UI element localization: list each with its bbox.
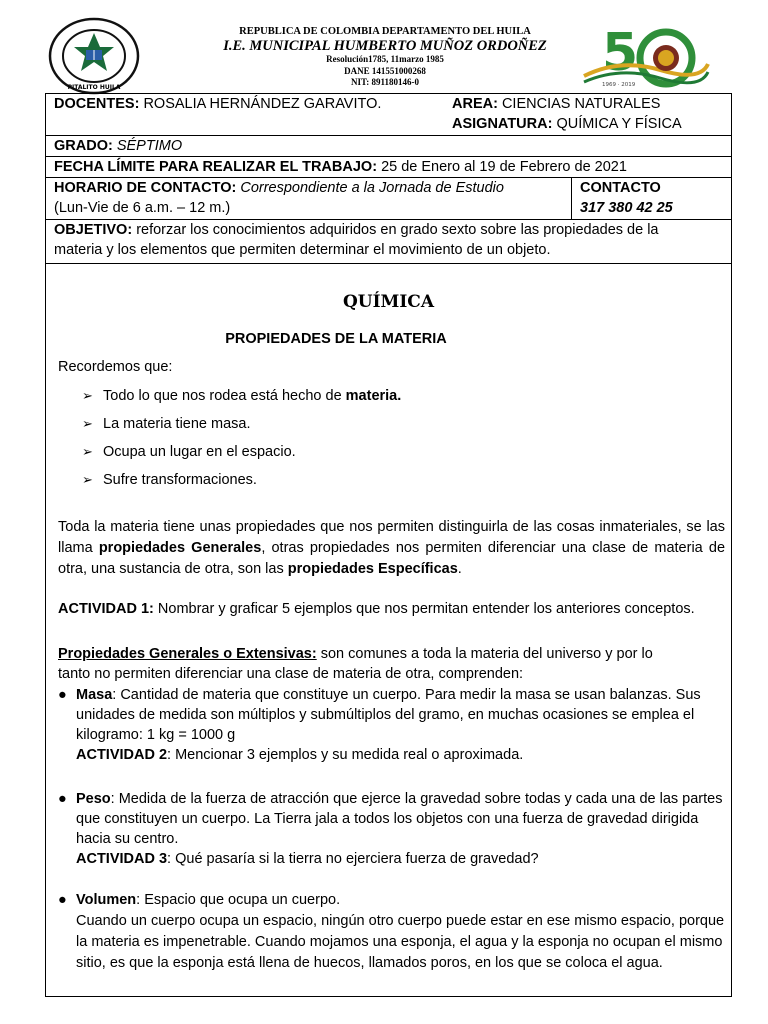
bullet-dot-icon: ● — [58, 687, 67, 703]
grade-label: GRADO: — [54, 138, 113, 154]
header-line1: REPUBLICA DE COLOMBIA DEPARTAMENTO DEL HUILA — [239, 26, 531, 37]
area-field — [452, 94, 660, 115]
subject-value: QUÍMICA Y FÍSICA — [556, 116, 682, 132]
subject-label: ASIGNATURA: — [452, 116, 553, 132]
list-item: ➢ Ocupa un lugar en el espacio. — [82, 441, 296, 463]
dane-code: DANE 141551000268 — [344, 65, 426, 76]
activity-1-label: ACTIVIDAD 1: — [58, 601, 154, 617]
area-value: CIENCIAS NATURALES — [501, 96, 661, 112]
activity-2-label: ACTIVIDAD 2 — [76, 747, 168, 763]
section-title: QUÍMICA — [342, 292, 435, 312]
schedule-hours: (Lun-Vie de 6 a.m. – 12 m.) — [54, 200, 231, 216]
grade-field — [54, 136, 182, 157]
deadline-label: FECHA LÍMITE PARA REALIZAR EL TRABAJO: — [54, 159, 378, 175]
objective-row — [46, 220, 731, 264]
worksheet-frame — [45, 93, 732, 997]
objective-label: OBJETIVO: — [54, 222, 133, 238]
years-label: 1969 · 2019 — [602, 82, 636, 88]
list-item: ➢ La materia tiene masa. — [82, 413, 251, 435]
area-label: AREA: — [452, 96, 498, 112]
deadline-value: 25 de Enero al 19 de Febrero de 2021 — [381, 159, 627, 175]
contact-label: CONTACTO — [580, 180, 661, 196]
schedule-value: Correspondiente a la Jornada de Estudio — [240, 180, 504, 196]
header-text-block — [160, 25, 610, 89]
arrow-bullet-icon: ➢ — [82, 388, 93, 403]
list-item: ➢ Todo lo que nos rodea está hecho de materia. — [82, 385, 401, 407]
teacher-field — [54, 94, 381, 115]
arrow-bullet-icon: ➢ — [82, 444, 93, 459]
teacher-value: ROSALIA HERNÁNDEZ GARAVITO. — [143, 96, 382, 112]
bullet-dot-icon: ● — [58, 791, 67, 807]
nit-code: NIT: 891180146-0 — [350, 77, 420, 87]
school-seal-logo — [48, 17, 140, 95]
teacher-label: DOCENTES: — [54, 96, 140, 112]
property-peso: ● Peso: Medida de la fuerza de atracción que ejerce la gravedad sobre todas y cada una de las partes que constituyen un cuerpo. La Tierra jala a todos los objetos con una fuerza de gravedad dirigida hacia su centro. ACTIVIDAD 3: Qué pasaría si la tierra no ejerciera fuerza de gravedad? — [58, 791, 723, 867]
extensive-properties-intro: Propiedades Generales o Extensivas: son comunes a toda la materia del universo y por lo tanto no permiten diferenciar una clase de materia de otra, comprenden: — [58, 646, 653, 682]
resolution: Resolución1785, 11marzo 1985 — [326, 54, 444, 64]
deadline-field — [54, 157, 627, 178]
intro-text: Recordemos que: — [58, 359, 173, 375]
bullet-dot-icon: ● — [58, 892, 67, 908]
arrow-bullet-icon: ➢ — [82, 472, 93, 487]
general-properties-paragraph: Toda la materia tiene unas propiedades que nos permiten distinguirla de las cosas inmateriales, se las llama propiedades Generales, otras propiedades nos permiten diferenciar una clase de materia de otra, una sustancia de otra, son las propiedades Específicas. — [58, 519, 726, 577]
objective-line2: materia y los elementos que permiten determinar el movimiento de un objeto. — [54, 242, 551, 258]
schedule-label: HORARIO DE CONTACTO: — [54, 180, 237, 196]
svg-text:PITALITO HUILA: PITALITO HUILA — [67, 84, 121, 91]
grade-value: SÉPTIMO — [116, 138, 183, 154]
document-header — [0, 0, 768, 95]
property-volumen: ● Volumen: Espacio que ocupa un cuerpo. Cuando un cuerpo ocupa un espacio, ningún otro cuerpo puede estar en ese mismo espacio, porque la materia es impenetrable. Cuando mojamos una esponja, el agua y la esponja no ocupan el mismo sitio, es que la esponja está llena de huecos, llamados poros, en los que se coloca el agua. — [58, 892, 725, 971]
subject-field — [452, 114, 682, 135]
activity-1: ACTIVIDAD 1: Nombrar y graficar 5 ejemplos que nos permitan entender los anteriores conceptos. — [58, 601, 695, 617]
column-divider — [571, 178, 572, 219]
objective-line1 — [54, 220, 659, 241]
teacher-area-row — [46, 94, 731, 136]
section-subtitle: PROPIEDADES DE LA MATERIA — [225, 331, 447, 347]
grade-row — [46, 136, 731, 157]
property-masa: ● Masa: Cantidad de materia que constituye un cuerpo. Para medir la masa se usan balanzas. Sus unidades de medida son múltiplos y submúltiplos del gramo, en muchas ocasiones se emplea el kilogramo: 1 kg = 1000 g ACTIVIDAD 2: Mencionar 3 ejemplos y su medida real o aproximada. — [58, 687, 701, 763]
contact-row — [46, 178, 731, 220]
school-name: I.E. MUNICIPAL HUMBERTO MUÑOZ ORDOÑEZ — [223, 38, 547, 54]
contact-phone: 317 380 42 25 — [580, 200, 673, 216]
objective-text: reforzar los conocimientos adquiridos en grado sexto sobre las propiedades de la — [136, 222, 659, 238]
svg-text:5: 5 — [602, 24, 639, 83]
activity-3-label: ACTIVIDAD 3 — [76, 851, 168, 867]
arrow-bullet-icon: ➢ — [82, 416, 93, 431]
fifty-years-logo — [580, 24, 710, 92]
deadline-row — [46, 157, 731, 178]
list-item: ➢ Sufre transformaciones. — [82, 469, 257, 491]
extensive-properties-heading: Propiedades Generales o Extensivas: — [58, 646, 317, 662]
schedule-field — [54, 178, 504, 199]
